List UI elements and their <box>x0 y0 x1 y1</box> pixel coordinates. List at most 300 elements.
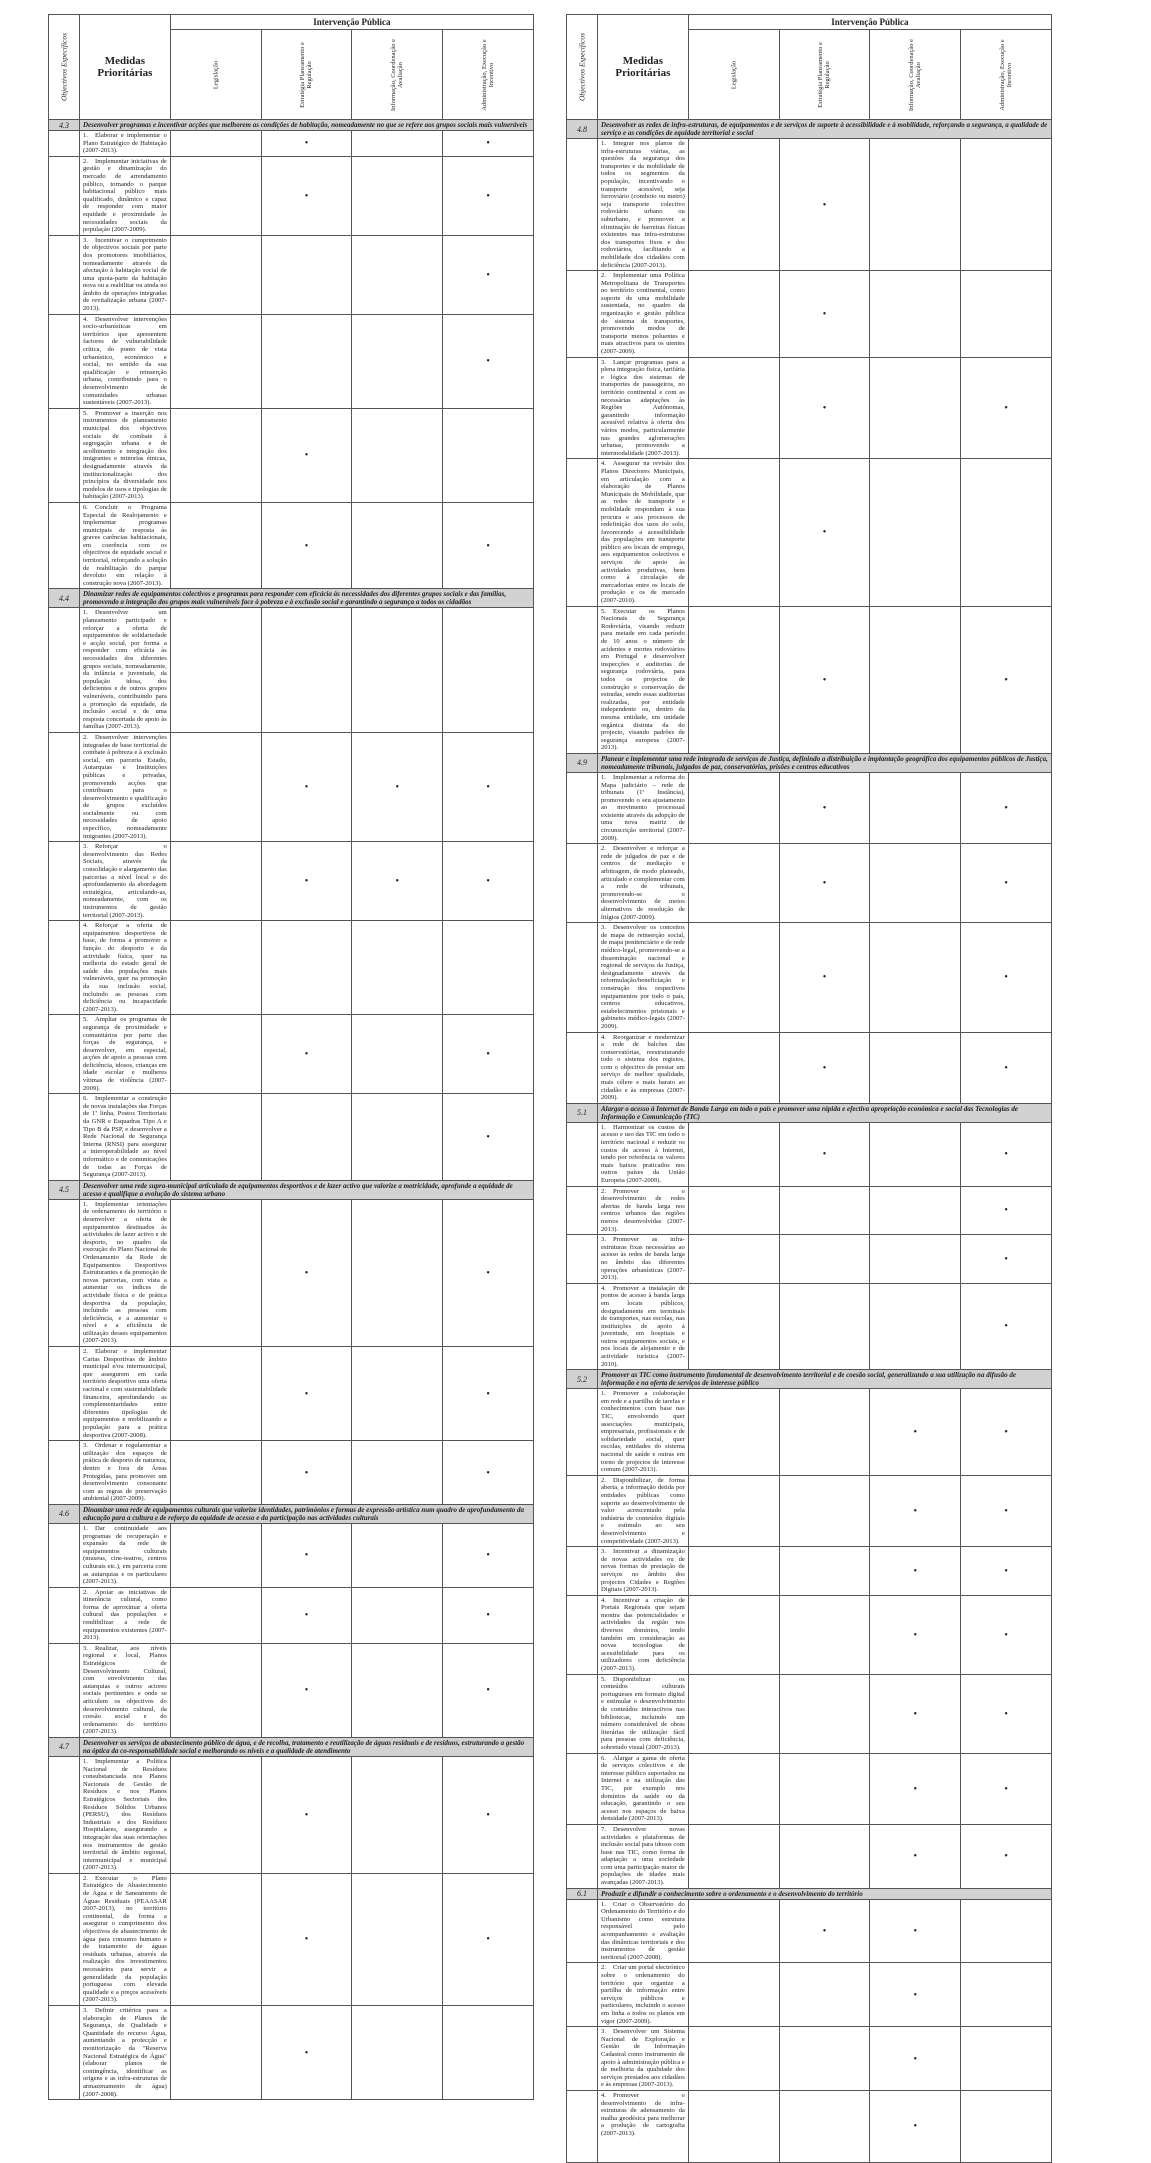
intervention-mark-cell <box>870 1235 961 1284</box>
objective-cell <box>567 1824 598 1888</box>
intervention-mark-cell <box>261 1873 352 2005</box>
section-code: 5.1 <box>567 1103 598 1122</box>
measure-cell <box>598 1475 689 1546</box>
table-row <box>567 1963 1052 2027</box>
intervention-mark: • <box>822 199 827 211</box>
intervention-mark-cell <box>352 842 443 921</box>
measure-number: 4. <box>601 1284 606 1292</box>
intervention-mark-cell <box>870 1674 961 1753</box>
intervention-mark-cell <box>961 1824 1052 1888</box>
measure-cell <box>80 1756 171 1873</box>
intervention-mark-cell <box>870 1595 961 1674</box>
intervention-mark-cell <box>352 608 443 733</box>
intervention-mark-cell <box>779 2027 870 2091</box>
measure-number: 7. <box>601 1825 606 1833</box>
objective-cell <box>49 1441 80 1505</box>
table-row <box>567 1032 1052 1103</box>
intervention-mark-cell <box>870 357 961 459</box>
measure-number: 3. <box>83 1644 88 1652</box>
measure-text: Promover a colaboração em rede e a partilha de tarefas e conhecimentos com base nas TIC, envolvendo quer associações municipais, empresariais, profissionais e de solidariedade social, quer escolas, entidades do sistema nacional de saúde e outras em torno de projectos de interesse comum (2007-2013). <box>601 1390 685 1474</box>
intervention-mark-cell <box>961 139 1052 271</box>
intervention-mark-cell <box>779 1283 870 1370</box>
measure-text: Desenvolver um Sistema Nacional de Exploração e Gestão de Informação Cadastral como instrumento de apoio à administração pública e de melhoria da qualidade dos serviços prestados aos cidadãos e às empresas (2007-2013). <box>601 2028 685 2089</box>
intervention-mark-cell <box>261 1643 352 1737</box>
measure-text: Executar os Planos Nacionais de Segurança Rodoviária, visando reduzir para metade em cada período de 10 anos o número de acidentes e mortes rodoviários em Portugal e desenvolver inspecções e auditorias de segurança rodoviária, para todos os projectos de construção e conservação de estradas, sendo essas auditorias realizadas, por entidade independente ou, dentro da mesma entidade, em unidade orgânica distinta da do projecto, visando padrões de segurança europeus (2007-2013). <box>601 607 685 752</box>
intervention-mark-cell <box>779 1186 870 1235</box>
intervention-column-header <box>961 30 1052 120</box>
table-row <box>49 1756 534 1873</box>
intervention-mark-cell <box>870 1389 961 1476</box>
intervention-mark-cell <box>352 1523 443 1587</box>
measure-cell <box>598 271 689 358</box>
intervention-mark-cell <box>170 921 261 1015</box>
table-row <box>567 1475 1052 1546</box>
table-row <box>567 1389 1052 1476</box>
intervention-mark-cell <box>779 1963 870 2027</box>
intervention-mark-cell <box>870 2090 961 2162</box>
measure-text: Assegurar na revisão dos Planos Directores Municipais, em articulação com a elaboração de Planos Municipais de Mobilidade, que as redes de transporte e mobilidade respondam à sua procura e aos processos de redefinição dos usos do solo, favorecendo a acessibilidade das populações em transporte público aos locais de emprego, aos equipamentos colectivos e serviços de apoio às actividades produtivas, bem como à circulação de mercadorias entre os locais de produção e os de mercado (2007-2010). <box>601 460 685 605</box>
measure-cell <box>80 314 171 408</box>
intervention-mark-cell <box>170 608 261 733</box>
intervention-mark: • <box>1004 1149 1008 1161</box>
intervention-mark-cell <box>170 408 261 502</box>
intervention-mark-cell <box>779 1389 870 1476</box>
intervention-column-header <box>352 30 443 120</box>
intervention-mark: • <box>304 1610 309 1622</box>
section-row <box>49 120 534 131</box>
measure-cell <box>80 235 171 314</box>
intervention-mark-cell <box>261 235 352 314</box>
intervention-mark-cell <box>779 2090 870 2162</box>
measure-text: Promover a inserção nos instrumentos de planeamento municipal dos objectivos sociais de combate à segregação urbana e de acolhimento e integração dos imigrantes e minorias étnicas, designadamente através da institucionalização dos princípios da diversidade nos modelos de usos e tipologias de habitação (2007-2013). <box>83 409 167 501</box>
measure-cell <box>598 1186 689 1235</box>
table-row <box>49 1199 534 1346</box>
table-row <box>49 2005 534 2099</box>
section-row <box>567 120 1052 139</box>
intervention-mark: • <box>304 1550 309 1562</box>
measure-number: 6. <box>601 1754 606 1762</box>
intervention-mark-cell <box>170 1441 261 1505</box>
intervention-mark-cell <box>261 1756 352 1873</box>
measure-number: 5. <box>83 409 88 417</box>
section-row <box>49 1737 534 1756</box>
intervention-mark-cell <box>261 608 352 733</box>
intervention-mark-cell <box>261 408 352 502</box>
section-title: Desenvolver programas e incentivar acções que melhorem as condições de habitação, nomeadamente no que se refere aos grupos sociais mais vulneráveis <box>80 120 534 131</box>
measure-text: Incentivar a dinamização de novas actividades ou de novas formas de prestação de serviços no âmbito dos projectos Cidades e Regiões Digitais (2007-2013). <box>601 1548 685 1594</box>
objective-cell <box>49 156 80 235</box>
table-row <box>49 131 534 157</box>
public-intervention-header: Intervenção Pública <box>688 15 1051 30</box>
intervention-mark-cell <box>261 1523 352 1587</box>
table-row <box>49 608 534 733</box>
intervention-column-label: Informação, Coordenação e Avaliação <box>390 38 405 111</box>
intervention-column-header <box>443 30 534 120</box>
measure-cell <box>598 459 689 606</box>
objective-cell <box>567 1283 598 1370</box>
measure-cell <box>598 1235 689 1284</box>
intervention-mark-cell <box>443 502 534 589</box>
measure-number: 1. <box>601 773 606 781</box>
intervention-mark-cell <box>352 1441 443 1505</box>
intervention-mark-cell <box>352 131 443 157</box>
measure-number: 1. <box>83 1200 88 1208</box>
intervention-mark-cell <box>779 1899 870 1963</box>
intervention-mark-cell <box>961 772 1052 843</box>
left-measures-table <box>48 14 534 2100</box>
measure-number: 3. <box>601 2028 606 2036</box>
measure-text: Dar continuidade aos programas de recuperação e expansão da rede de equipamentos culturais (museus, cine-teatros, centros culturais etc.), em parceria com as autarquias e os particulares (2007-2013). <box>83 1524 167 1586</box>
table-row <box>49 502 534 589</box>
intervention-mark-cell <box>779 1235 870 1284</box>
intervention-column-header <box>870 30 961 120</box>
objective-cell <box>49 608 80 733</box>
table-row <box>567 1186 1052 1235</box>
intervention-mark-cell <box>961 2090 1052 2162</box>
objective-cell <box>49 1873 80 2005</box>
intervention-mark-cell <box>170 1094 261 1181</box>
intervention-mark-cell <box>870 1032 961 1103</box>
intervention-mark-cell <box>352 732 443 841</box>
intervention-mark-cell <box>688 606 779 753</box>
measure-cell <box>598 139 689 271</box>
measure-cell <box>598 923 689 1032</box>
measure-number: 6. <box>83 1095 88 1103</box>
intervention-mark-cell <box>261 502 352 589</box>
intervention-mark-cell <box>779 1824 870 1888</box>
table-row <box>567 844 1052 923</box>
measure-text: Implementar uma Política Metropolitana de Transportes no território continental, como suporte de uma mobilidade sustentada, no quadro da organização e gestão pública do sistema de transportes, promovendo modos de transporte menos poluentes e mais atractivos para os utentes (2007-2009). <box>601 272 685 356</box>
measure-cell <box>598 1032 689 1103</box>
measure-text: Implementar iniciativas de gestão e dinamização do mercado de arrendamento público, tornando o parque habitacional público mais qualificado, dinâmico e capaz de responder com maior equidade e proximidade às necessidades sociais da população (2007-2009). <box>83 157 167 234</box>
measure-text: Promover a instalação de pontos de acesso à banda larga em locais públicos, designadamente em terminais de transportes, nas escolas, nas instituições de apoio à juventude, em hospitais e outros equipamentos sociais, e nos locais de alojamento e de actividade turística (2007-2010). <box>601 1284 685 1368</box>
objective-cell <box>49 314 80 408</box>
table-row <box>49 235 534 314</box>
intervention-mark-cell <box>779 1753 870 1824</box>
intervention-mark: • <box>486 1267 490 1279</box>
table-row <box>567 1824 1052 1888</box>
measure-text: Reforçar a oferta de equipamentos desportivos de base, de forma a promover a função do desporto e da actividade física, quer na melhoria do estado geral de saúde das populações mais vulneráveis, quer na promoção da sua inclusão social, incluindo as pessoas com deficiência ou incapacidade (2007-2013). <box>83 922 167 1013</box>
intervention-mark-cell <box>870 1122 961 1186</box>
intervention-mark-cell <box>961 271 1052 358</box>
measure-number: 1. <box>601 1390 606 1398</box>
intervention-mark-cell <box>352 921 443 1015</box>
measure-text: Desenvolver intervenções integradas de base territorial de combate à pobreza e à exclusão social, em parceria Estado, Autarquias e Instituições públicas e privadas, promovendo acções que contribuam para o desenvolvimento e qualificação de grupos excluídos socialmente ou com necessidades de apoio específico, nomeadamente imigrantes (2007-2013). <box>83 733 167 840</box>
intervention-mark: • <box>822 1062 827 1074</box>
measure-number: 4. <box>601 1033 606 1041</box>
intervention-mark-cell <box>170 842 261 921</box>
objective-cell <box>49 921 80 1015</box>
measure-cell <box>598 1122 689 1186</box>
intervention-mark-cell <box>961 923 1052 1032</box>
intervention-mark: • <box>913 1989 918 2001</box>
intervention-mark-cell <box>779 1475 870 1546</box>
intervention-mark: • <box>486 876 490 888</box>
intervention-mark-cell <box>261 1441 352 1505</box>
intervention-mark: • <box>913 1629 918 1641</box>
objective-cell <box>49 1094 80 1181</box>
section-code: 4.5 <box>49 1180 80 1199</box>
intervention-mark-cell <box>870 1963 961 2027</box>
table-row <box>567 1283 1052 1370</box>
intervention-mark-cell <box>870 923 961 1032</box>
intervention-mark: • <box>304 1049 309 1061</box>
intervention-mark: • <box>913 1505 918 1517</box>
objective-cell <box>567 923 598 1032</box>
measure-text: Disponibilizar, de forma aberta, a informação detida por entidades públicas como suporte ao desenvolvimento de valor acrescentado pela indústria de conteúdos digitais e estímulo ao seu desenvolvimento e competitividade (2007-2013). <box>601 1476 685 1545</box>
intervention-mark-cell <box>688 271 779 358</box>
intervention-mark-cell <box>261 314 352 408</box>
intervention-mark: • <box>1004 972 1008 984</box>
intervention-mark-cell <box>779 459 870 606</box>
table-row <box>49 1523 534 1587</box>
intervention-column-label: Legislação <box>730 60 738 89</box>
table-row <box>567 1122 1052 1186</box>
intervention-column-header <box>170 30 261 120</box>
measure-number: 2. <box>601 1187 606 1195</box>
objectives-header <box>49 15 80 120</box>
table-row <box>49 1015 534 1094</box>
intervention-mark-cell <box>688 1753 779 1824</box>
objective-cell <box>567 772 598 843</box>
intervention-mark-cell <box>443 1347 534 1441</box>
intervention-mark: • <box>304 876 309 888</box>
intervention-mark-cell <box>170 1873 261 2005</box>
measure-cell <box>598 1899 689 1963</box>
table-row <box>567 772 1052 843</box>
intervention-mark: • <box>1004 1783 1008 1795</box>
intervention-mark-cell <box>443 131 534 157</box>
intervention-mark-cell <box>352 1347 443 1441</box>
intervention-column-label: Estratégia Planeamento e Regulação <box>299 41 314 108</box>
intervention-mark: • <box>1004 1321 1008 1333</box>
measure-text: Ampliar os programas de segurança de proximidade e comunitários por parte das forças de segurança, e desenvolver, em especial, acções de apoio a pessoas com deficiência, idosos, crianças em idade escolar e mulheres vítimas de violência (2007-2009). <box>83 1016 167 1092</box>
measure-cell <box>598 772 689 843</box>
table-row <box>567 2090 1052 2162</box>
intervention-mark-cell <box>779 1032 870 1103</box>
intervention-mark: • <box>822 878 827 890</box>
measure-number: 3. <box>83 236 88 244</box>
objective-cell <box>567 1674 598 1753</box>
objective-cell <box>49 1347 80 1441</box>
intervention-mark-cell <box>443 921 534 1015</box>
intervention-mark-cell <box>961 606 1052 753</box>
intervention-mark: • <box>486 1685 490 1697</box>
measure-number: 3. <box>601 1236 606 1244</box>
right-measures-table <box>566 14 1052 2163</box>
objective-cell <box>49 1199 80 1346</box>
intervention-mark-cell <box>779 772 870 843</box>
intervention-mark-cell <box>261 156 352 235</box>
intervention-mark: • <box>486 269 490 281</box>
intervention-mark-cell <box>443 1199 534 1346</box>
intervention-mark: • <box>913 1783 918 1795</box>
measure-text: Desenvolver um planeamento participado e reforçar a oferta de equipamentos de solidariedade e acção social, por forma a responder com eficácia às necessidades dos diferentes grupos sociais, nomeadamente, da infância e juventude, da população idosa, dos deficientes e de outros grupos vulneráveis, contribuindo para a promoção da equidade, da inclusão social e de uma resposta concertada de apoio às famílias (2007-2013). <box>83 609 167 731</box>
intervention-mark: • <box>304 1934 309 1946</box>
intervention-mark-cell <box>870 1899 961 1963</box>
intervention-mark-cell <box>779 606 870 753</box>
intervention-mark-cell <box>170 1643 261 1737</box>
section-title: Desenvolver as redes de infra-estruturas, de equipamentos e de serviços de suporte à acessibilidade e à mobilidade, reforçando a segurança, a qualidade de serviço e as condições de equidade territorial e social <box>598 120 1052 139</box>
intervention-mark-cell <box>688 772 779 843</box>
intervention-mark-cell <box>779 923 870 1032</box>
measure-cell <box>80 502 171 589</box>
intervention-mark-cell <box>688 1389 779 1476</box>
intervention-mark-cell <box>688 2090 779 2162</box>
intervention-mark-cell <box>352 1094 443 1181</box>
measure-number: 1. <box>83 609 88 617</box>
intervention-mark-cell <box>352 502 443 589</box>
measure-number: 2. <box>83 1588 88 1596</box>
intervention-mark: • <box>486 540 490 552</box>
intervention-mark: • <box>486 1388 490 1400</box>
intervention-mark: • <box>486 138 490 150</box>
intervention-mark-cell <box>443 2005 534 2099</box>
intervention-mark-cell <box>688 1674 779 1753</box>
measure-cell <box>80 1643 171 1737</box>
intervention-mark-cell <box>352 1756 443 1873</box>
intervention-mark: • <box>304 782 309 794</box>
intervention-mark-cell <box>870 2027 961 2091</box>
measure-text: Desenvolver intervenções socio-urbanísticas em territórios que apresentem factores de vulnerabilidade crítica, do ponto de vista urbanístico, económico e social, no sentido da sua qualificação e reinserção urbana, contribuindo para o desenvolvimento de comunidades urbanas sustentáveis (2007-2013). <box>83 315 167 407</box>
objective-cell <box>49 1015 80 1094</box>
intervention-mark-cell <box>870 1824 961 1888</box>
measure-number: 2. <box>83 733 88 741</box>
section-code: 4.4 <box>49 589 80 608</box>
intervention-mark-cell <box>688 844 779 923</box>
measure-number: 2. <box>601 845 606 853</box>
intervention-mark-cell <box>961 1674 1052 1753</box>
section-code: 4.3 <box>49 120 80 131</box>
intervention-mark: • <box>1004 402 1008 414</box>
intervention-mark-cell <box>443 1523 534 1587</box>
measure-cell <box>598 1283 689 1370</box>
objective-cell <box>567 459 598 606</box>
intervention-mark-cell <box>261 2005 352 2099</box>
measure-text: Desenvolver novas actividades e plataformas de inclusão social para idosos com base nas TIC, como forma de adaptação a uma sociedade com uma participação maior de populações de idades mais avançadas (2007-2013). <box>601 1825 685 1887</box>
table-row <box>49 314 534 408</box>
table-row <box>567 139 1052 271</box>
intervention-mark-cell <box>961 2027 1052 2091</box>
measure-cell <box>598 2090 689 2162</box>
measure-text: Integrar nos planos de infra-estruturas viárias, as questões da segurança dos transportes e da mobilidade de todos os segmentos da população, incentivando o transporte acessível, seja ferroviário (comboio ou metro) seja transporte colectivo rodoviário urbano ou suburbano, e promover a eliminação de barreiras físicas existentes nas infra-estruturas dos transportes fixos e dos rodoviários, facilitando a mobilidade dos cidadãos com deficiência (2007-2013). <box>601 140 685 269</box>
section-row <box>49 1504 534 1523</box>
table-row <box>567 1674 1052 1753</box>
table-row <box>49 1873 534 2005</box>
objective-cell <box>567 139 598 271</box>
intervention-mark: • <box>913 2053 918 2065</box>
objective-cell <box>567 1235 598 1284</box>
intervention-mark-cell <box>443 156 534 235</box>
measure-text: Concluir o Programa Especial de Realojamento e implementar programas municipais de resposta às graves carências habitacionais, em coerência com os objectivos de equidade social e territorial, reforçando a solução de reabilitação do parque devoluto em relação à construção nova (2007-2013). <box>83 503 167 587</box>
intervention-column-label: Legislação <box>212 60 220 89</box>
intervention-mark-cell <box>688 1824 779 1888</box>
intervention-mark: • <box>822 1926 827 1938</box>
intervention-mark: • <box>486 356 490 368</box>
intervention-mark: • <box>1004 1629 1008 1641</box>
table-row <box>567 923 1052 1032</box>
measure-cell <box>598 1389 689 1476</box>
section-row <box>567 1103 1052 1122</box>
objective-cell <box>49 1523 80 1587</box>
intervention-mark: • <box>486 1550 490 1562</box>
objective-cell <box>567 1963 598 2027</box>
intervention-mark-cell <box>779 271 870 358</box>
intervention-mark: • <box>913 1565 918 1577</box>
intervention-mark-cell <box>961 1475 1052 1546</box>
intervention-mark: • <box>1004 1062 1008 1074</box>
measure-text: Promover as infra-estruturas fixas necessárias ao acesso às redes de banda larga no âmbito das diferentes operações urbanísticas (2007-2013). <box>601 1236 685 1282</box>
intervention-mark: • <box>395 782 400 794</box>
intervention-mark: • <box>913 1427 918 1439</box>
table-row <box>567 1753 1052 1824</box>
measure-number: 1. <box>601 1123 606 1131</box>
measure-cell <box>80 608 171 733</box>
intervention-mark-cell <box>170 502 261 589</box>
measure-cell <box>80 2005 171 2099</box>
intervention-mark-cell <box>961 1389 1052 1476</box>
objective-cell <box>49 2005 80 2099</box>
intervention-mark: • <box>1004 1708 1008 1720</box>
section-row <box>567 1888 1052 1899</box>
intervention-column-label: Administração, Execução e Incentivo <box>481 39 496 111</box>
intervention-mark-cell <box>870 772 961 843</box>
intervention-mark-cell <box>443 1587 534 1643</box>
measure-text: Elaborar e implementar o Plano Estratégico de Habitação (2007-2013). <box>83 132 167 155</box>
measure-text: Desenvolver os conceitos de mapa de reinserção social, de mapa penitenciário e de rede médico-legal, promovendo-se a disseminação nacional e regional de serviços da Justiça, designadamente através da reformulação/beneficiação e construção dos respectivos equipamentos por todo o país, centros educativos, estabelecimentos prisionais e gabinetes médico-legais (2007-2009). <box>601 924 685 1030</box>
intervention-mark-cell <box>961 357 1052 459</box>
intervention-mark-cell <box>443 1015 534 1094</box>
intervention-mark-cell <box>352 1199 443 1346</box>
measure-text: Alargar a gama de oferta de serviços colectivos e de interesse público suportados na Internet e na utilização das TIC, por exemplo nos domínios da saúde ou da educação, garantindo o seu acesso nos espaços de baixa densidade (2007-2013). <box>601 1754 685 1823</box>
left-table-column <box>48 14 534 2100</box>
intervention-mark-cell <box>443 408 534 502</box>
measure-number: 2. <box>601 1476 606 1484</box>
intervention-mark-cell <box>688 1475 779 1546</box>
measure-cell <box>80 156 171 235</box>
intervention-mark-cell <box>961 1235 1052 1284</box>
measure-text: Realizar, aos níveis regional e local, Planos Estratégicos de Desenvolvimento Cultural, com envolvimento das autarquias e outros actores sociais pertinentes e onde se articulem os objectivos do desenvolvimento cultural, da coesão social e do ordenamento do território (2007-2013). <box>83 1644 167 1736</box>
intervention-mark-cell <box>261 1094 352 1181</box>
intervention-mark-cell <box>870 459 961 606</box>
intervention-mark: • <box>1004 803 1008 815</box>
intervention-column-label: Administração, Execução e Incentivo <box>999 39 1014 111</box>
intervention-mark-cell <box>170 1756 261 1873</box>
measure-text: Ordenar e regulamentar a utilização dos espaços de prática de desporto de natureza, dentro e fora de Áreas Protegidas, para promover um desenvolvimento consonante com as regras de preservação ambiental (2007-2009). <box>83 1442 167 1503</box>
intervention-mark: • <box>1004 1253 1008 1265</box>
intervention-mark-cell <box>870 1186 961 1235</box>
intervention-mark-cell <box>688 1963 779 2027</box>
intervention-mark: • <box>486 1610 490 1622</box>
intervention-mark: • <box>1004 674 1008 686</box>
right-table-column <box>566 14 1052 2163</box>
table-row <box>567 271 1052 358</box>
intervention-mark: • <box>913 1926 918 1938</box>
intervention-mark: • <box>304 1388 309 1400</box>
intervention-mark: • <box>822 1149 827 1161</box>
intervention-mark-cell <box>170 131 261 157</box>
measure-number: 2. <box>83 157 88 165</box>
table-row <box>49 842 534 921</box>
intervention-mark: • <box>304 190 309 202</box>
intervention-mark-cell <box>961 1595 1052 1674</box>
intervention-mark: • <box>1004 1565 1008 1577</box>
table-row <box>49 408 534 502</box>
objectives-header <box>567 15 598 120</box>
measure-number: 4. <box>83 315 88 323</box>
section-title: Planear e implementar uma rede integrada de serviços de Justiça, definindo a distribuição e implantação geográfica dos equipamentos públicos de Justiça, nomeadamente tribunais, julgados de paz, conservatórias, prisões e centros educativos <box>598 753 1052 772</box>
measure-number: 5. <box>601 1675 606 1683</box>
